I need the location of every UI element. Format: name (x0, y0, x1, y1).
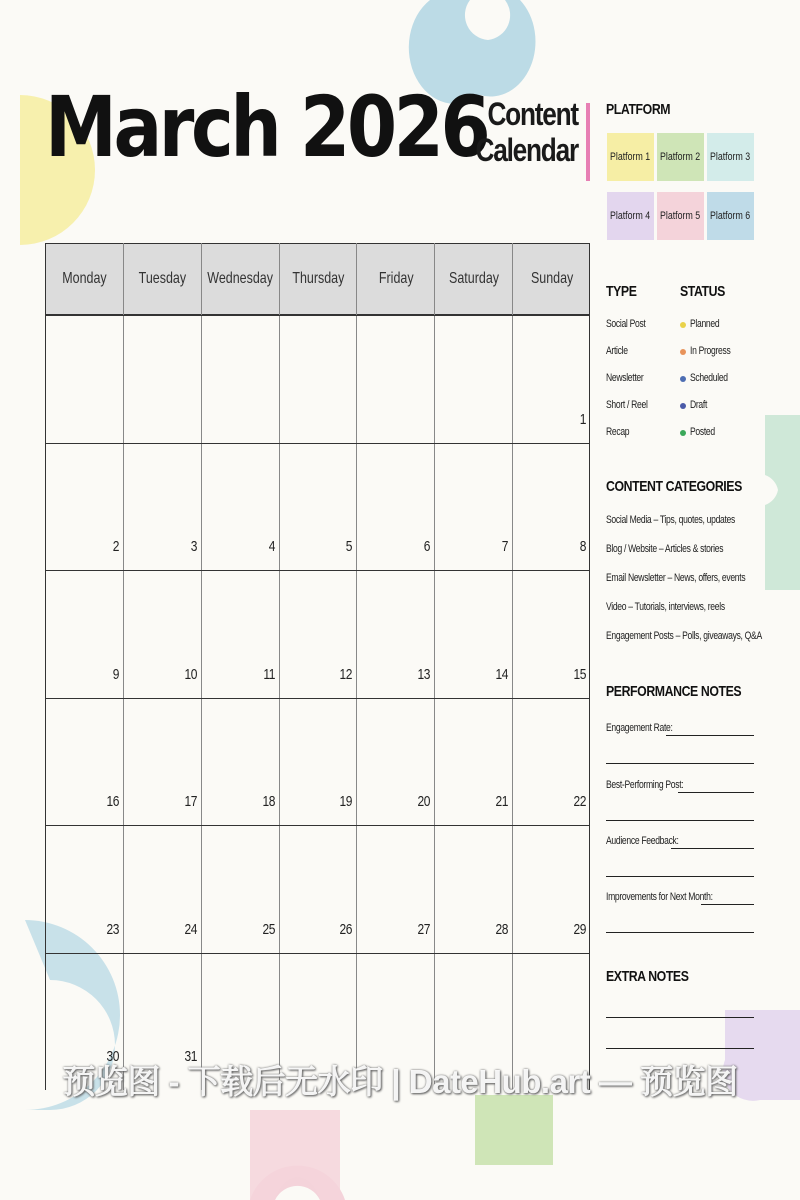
performance-item-engagement: Engagement Rate: (606, 722, 673, 734)
status-item: Planned (690, 318, 720, 330)
day-sunday (513, 243, 591, 315)
categories-heading: CONTENT CATEGORIES (606, 478, 742, 495)
status-dot-planned (680, 322, 686, 328)
day-number: 20 (417, 793, 431, 810)
extra-notes-heading: EXTRA NOTES (606, 968, 689, 985)
page-title: March 2026 (45, 78, 488, 176)
performance-item-feedback: Audience Feedback: (606, 835, 679, 847)
category-item: Email Newsletter – News, offers, events (606, 572, 746, 584)
day-number: 7 (501, 538, 509, 555)
day-number: 19 (339, 793, 353, 810)
write-line[interactable] (606, 876, 754, 877)
calendar-day-cell[interactable] (434, 698, 512, 826)
platform-heading: PLATFORM (606, 101, 671, 118)
day-number: 4 (268, 538, 275, 555)
calendar-day-cell[interactable] (356, 570, 434, 698)
day-label: Friday (378, 270, 414, 287)
day-number: 11 (262, 665, 275, 683)
content-calendar-label (476, 96, 578, 168)
write-line[interactable] (606, 1017, 754, 1018)
day-number: 22 (573, 793, 586, 810)
status-item: In Progress (690, 345, 731, 357)
calendar-day-cell[interactable] (279, 443, 357, 571)
status-dot-draft (680, 403, 686, 409)
day-number: 25 (261, 920, 275, 938)
status-dot-in-progress (680, 349, 686, 355)
platform-2-label: Platform 2 (660, 151, 701, 163)
calendar-day-cell[interactable] (356, 443, 434, 571)
calendar-day-cell[interactable] (512, 443, 590, 571)
calendar-day-cell[interactable] (434, 825, 512, 953)
day-number: 17 (184, 793, 197, 810)
status-item: Posted (690, 426, 715, 438)
day-number: 16 (106, 793, 119, 810)
day-number: 6 (423, 538, 431, 555)
calendar-day-cell[interactable] (201, 825, 279, 953)
calendar-day-cell[interactable] (279, 698, 357, 826)
day-number: 10 (184, 665, 197, 683)
day-label: Wednesday (207, 270, 273, 287)
day-number: 8 (579, 538, 586, 555)
calendar-day-cell[interactable] (123, 698, 201, 826)
write-line[interactable] (606, 820, 754, 821)
status-dot-posted (680, 430, 686, 436)
day-number: 15 (573, 665, 586, 683)
day-number: 5 (346, 538, 353, 555)
day-label: Tuesday (138, 270, 186, 287)
performance-item-improvements: Improvements for Next Month: (606, 891, 713, 903)
type-item: Short / Reel (606, 399, 648, 411)
platform-1-swatch (607, 133, 654, 181)
platform-1-label: Platform 1 (610, 151, 651, 163)
type-heading: TYPE (606, 283, 637, 300)
write-line[interactable] (606, 932, 754, 933)
calendar-day-cell[interactable] (512, 570, 590, 698)
type-item: Recap (606, 426, 630, 438)
calendar-day-cell[interactable] (434, 315, 512, 443)
day-number: 13 (417, 665, 431, 683)
calendar-day-cell[interactable] (279, 570, 357, 698)
calendar-day-cell[interactable] (279, 315, 357, 443)
calendar-day-cell[interactable] (434, 570, 512, 698)
calendar-day-cell[interactable] (45, 825, 123, 953)
calendar-day-cell[interactable] (356, 698, 434, 826)
category-item: Engagement Posts – Polls, giveaways, Q&A (606, 630, 762, 642)
content-label-line2: Calendar (475, 132, 578, 168)
day-number: 31 (184, 1048, 197, 1065)
calendar-day-cell[interactable] (356, 315, 434, 443)
day-number: 29 (573, 920, 586, 938)
calendar-day-cell[interactable] (434, 443, 512, 571)
day-number: 14 (495, 665, 509, 683)
type-item: Article (606, 345, 628, 357)
day-number: 1 (579, 410, 586, 428)
performance-heading: PERFORMANCE NOTES (606, 683, 742, 700)
day-number: 3 (190, 538, 197, 555)
day-label: Sunday (530, 270, 574, 287)
calendar-day-cell[interactable] (45, 570, 123, 698)
day-label: Monday (61, 270, 107, 287)
platform-5-label: Platform 5 (660, 210, 701, 222)
content-label-line1: Content (487, 96, 578, 132)
calendar-day-cell[interactable] (45, 315, 123, 443)
platform-5-swatch (657, 192, 704, 240)
day-number: 21 (495, 793, 509, 810)
day-saturday (435, 243, 513, 315)
calendar-day-cell[interactable] (279, 825, 357, 953)
platform-3-label: Platform 3 (710, 151, 751, 163)
write-line[interactable] (606, 1048, 754, 1049)
day-wednesday (201, 243, 279, 315)
category-item: Blog / Website – Articles & stories (606, 543, 724, 555)
platform-2-swatch (657, 133, 704, 181)
day-number: 24 (184, 920, 197, 938)
status-item: Draft (690, 399, 708, 411)
watermark: 预览图 - 下载后无水印 | DateHub.art — 预览图 (62, 1063, 738, 1100)
calendar-day-cell[interactable] (201, 315, 279, 443)
day-tuesday (123, 243, 201, 315)
calendar-day-cell[interactable] (45, 698, 123, 826)
calendar-day-cell[interactable] (512, 315, 590, 443)
day-label: Saturday (449, 270, 499, 287)
type-item: Newsletter (606, 372, 644, 384)
day-friday (357, 243, 435, 315)
platform-6-label: Platform 6 (710, 210, 751, 222)
status-item: Scheduled (690, 372, 728, 384)
day-number: 30 (106, 1048, 119, 1065)
write-line[interactable] (678, 792, 754, 793)
category-item: Social Media – Tips, quotes, updates (606, 514, 736, 526)
day-number: 9 (112, 665, 119, 683)
calendar-grid (45, 243, 590, 1090)
day-number: 27 (417, 920, 431, 938)
calendar-day-cell[interactable] (201, 570, 279, 698)
performance-item-best-post: Best-Performing Post: (606, 779, 684, 791)
platform-4-label: Platform 4 (610, 210, 651, 222)
platform-4-swatch (607, 192, 654, 240)
calendar-day-cell[interactable] (356, 825, 434, 953)
day-thursday (279, 243, 357, 315)
day-label: Thursday (291, 270, 345, 287)
calendar-day-cell[interactable] (45, 443, 123, 571)
platform-6-swatch (707, 192, 754, 240)
type-item: Social Post (606, 318, 646, 330)
day-monday (45, 243, 123, 315)
write-line[interactable] (666, 735, 754, 736)
category-item: Video – Tutorials, interviews, reels (606, 601, 725, 613)
day-number: 23 (106, 920, 119, 938)
status-heading: STATUS (680, 283, 725, 300)
day-number: 26 (339, 920, 353, 938)
write-line[interactable] (606, 763, 754, 764)
calendar-day-cell[interactable] (201, 698, 279, 826)
day-number: 18 (261, 793, 275, 810)
calendar-day-cell[interactable] (123, 570, 201, 698)
calendar-day-cell[interactable] (123, 443, 201, 571)
day-number: 12 (339, 665, 353, 683)
status-dot-scheduled (680, 376, 686, 382)
platform-3-swatch (707, 133, 754, 181)
accent-bar (586, 103, 590, 181)
write-line[interactable] (671, 848, 754, 849)
day-number: 2 (112, 538, 119, 555)
day-number: 28 (495, 920, 509, 938)
calendar-day-cell[interactable] (512, 698, 590, 826)
calendar-day-cell[interactable] (512, 825, 590, 953)
calendar-day-cell[interactable] (123, 315, 201, 443)
write-line[interactable] (701, 904, 754, 905)
calendar-day-cell[interactable] (201, 443, 279, 571)
calendar-day-cell[interactable] (123, 825, 201, 953)
